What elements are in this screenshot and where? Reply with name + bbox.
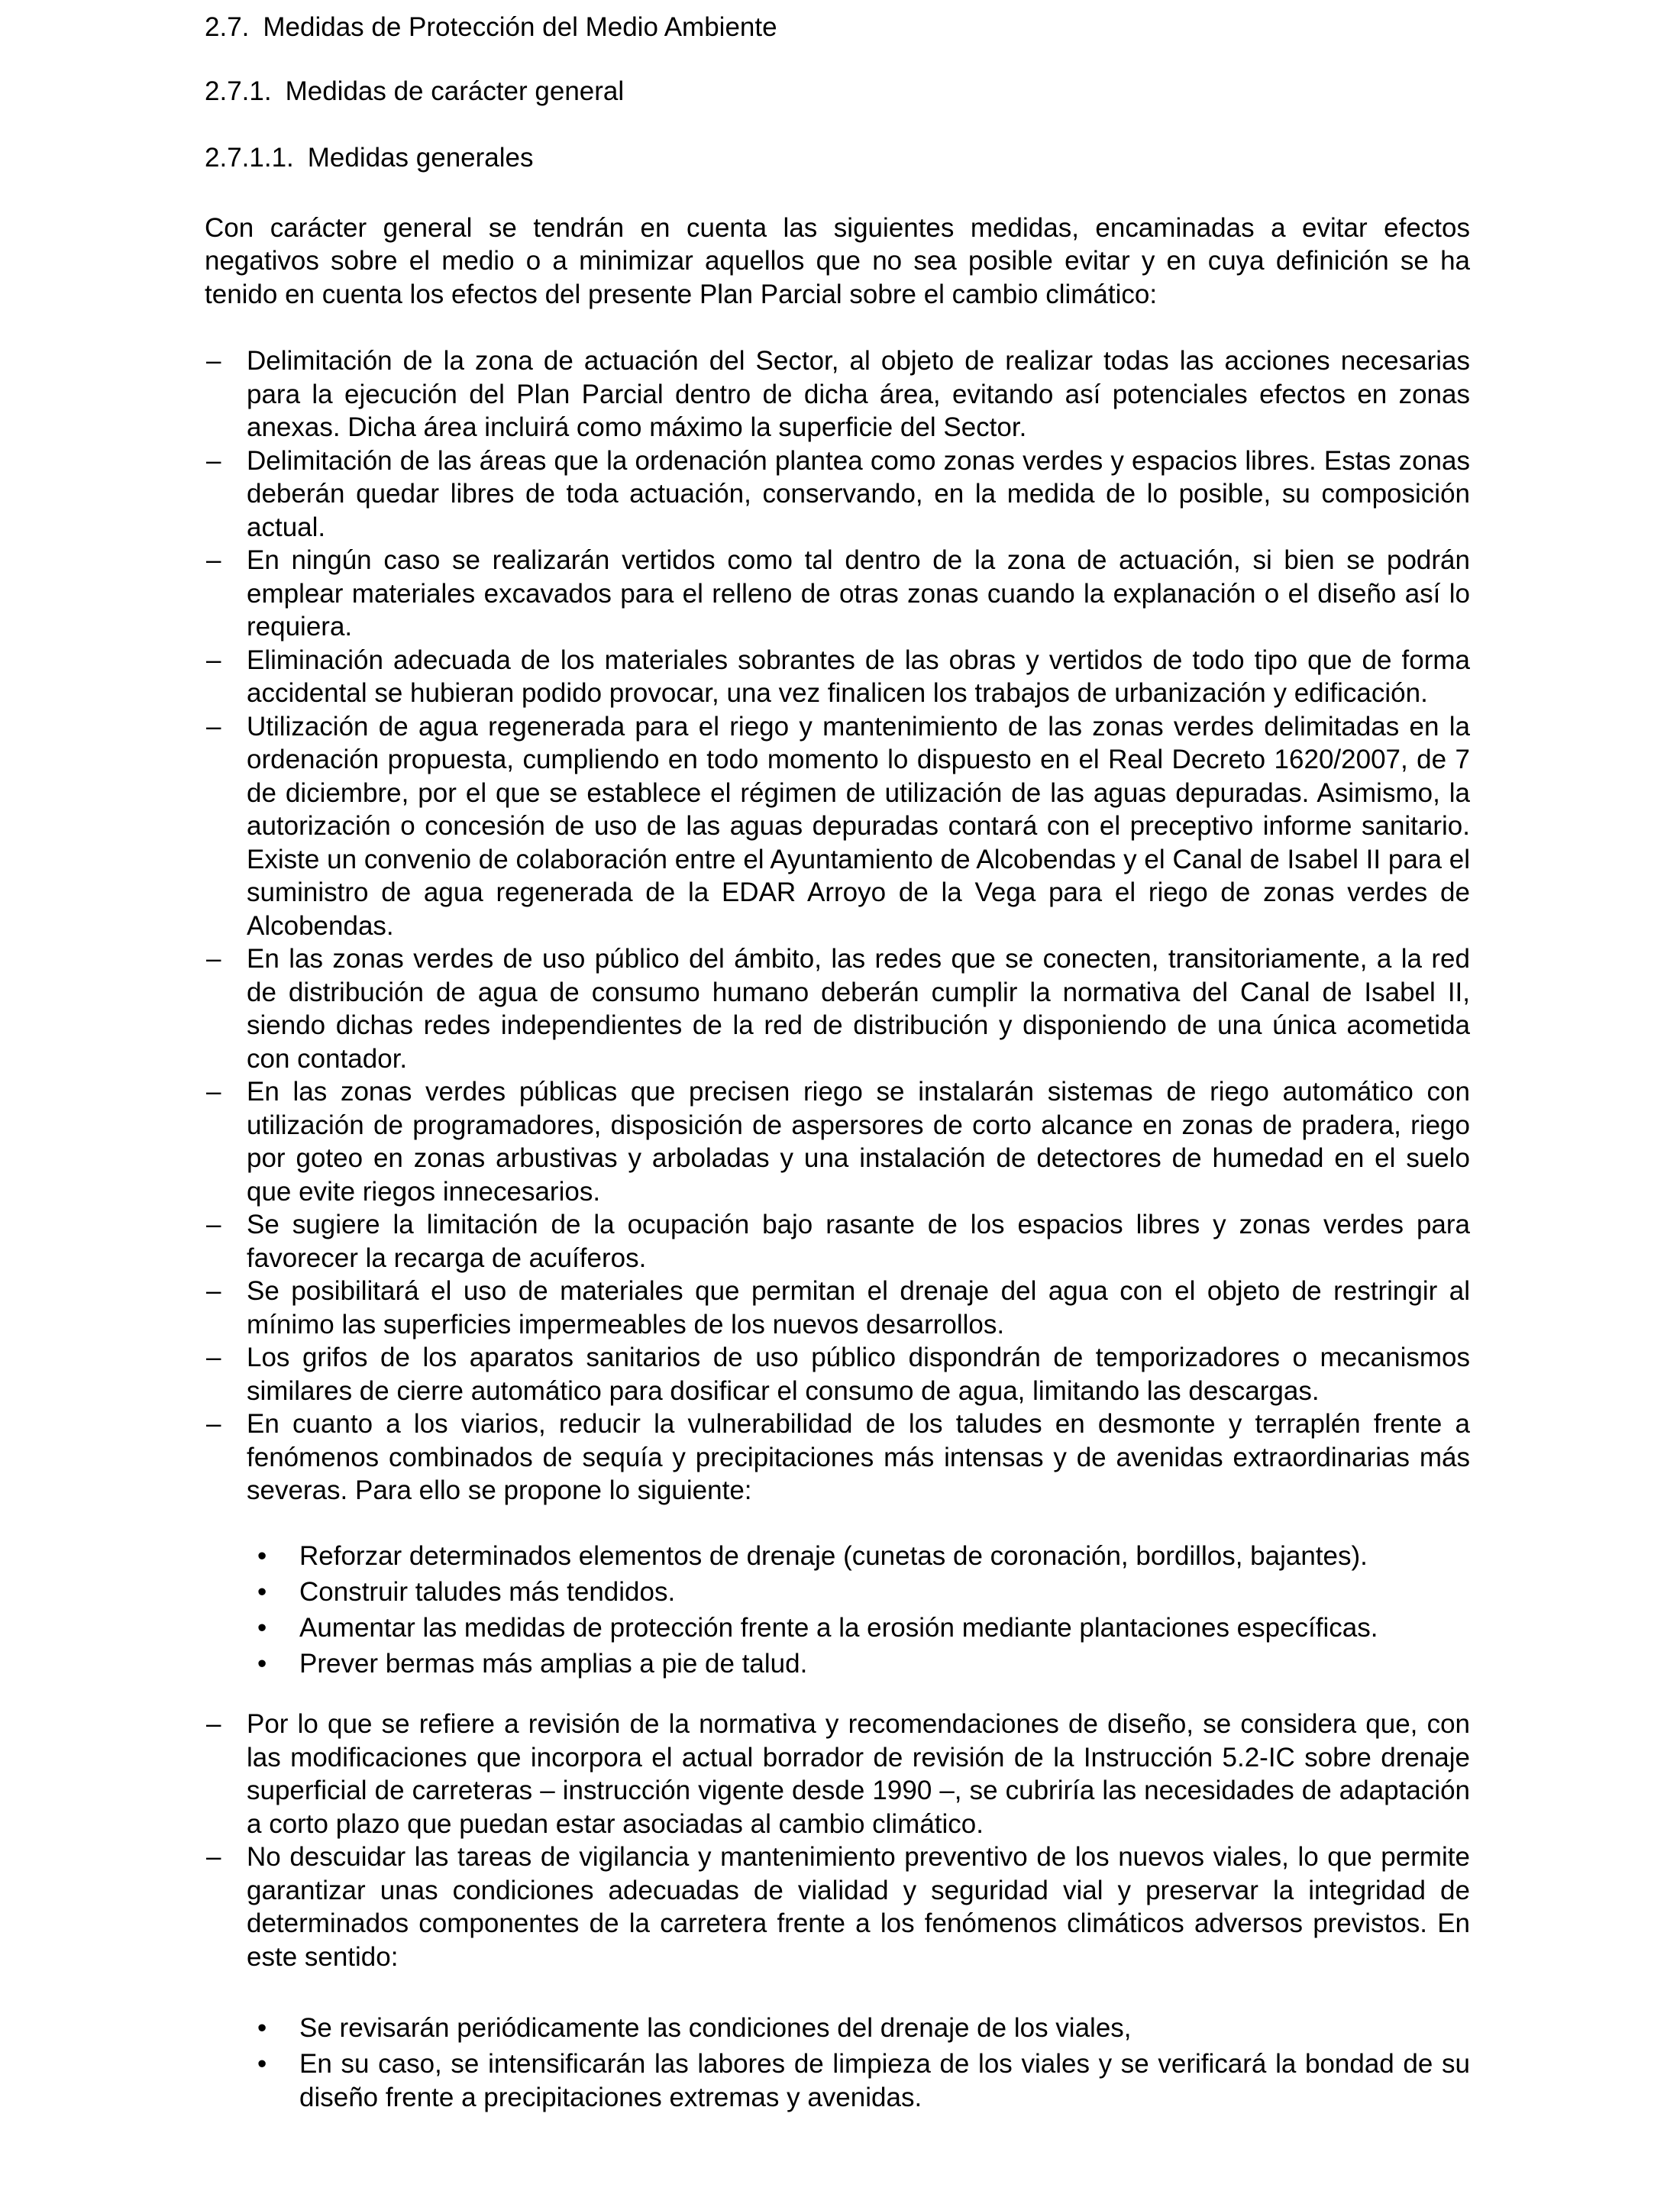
list-item-text: En las zonas verdes públicas que precisen riego se instalarán sistemas de riego automático con utilización de programadores, disposición de aspersores de corto alcance en zonas de pradera, riego por goteo en zonas arbustivas y arboladas y una instalación de detectores de humedad en el suelo que evite riegos innecesarios. (247, 1077, 1470, 1207)
list-item (205, 942, 1470, 1075)
document-page (0, 11, 1680, 2204)
list-item (205, 1540, 1470, 1573)
list-item (205, 1407, 1470, 1508)
list-item-text: Se posibilitará el uso de materiales que permitan el drenaje del agua con el objeto de restringir al mínimo las superficies impermeables de los nuevos desarrollos. (247, 1276, 1470, 1340)
heading-2-7-1 (205, 75, 1470, 108)
list-item (205, 344, 1470, 444)
list-item (205, 1275, 1470, 1341)
list-item-text: Eliminación adecuada de los materiales sobrantes de las obras y vertidos de todo tipo que de forma accidental se hubieran podido provocar, una vez finalicen los trabajos de urbanización y edificación. (247, 645, 1470, 708)
talud-actions-list (205, 1540, 1470, 1681)
list-item-text: Delimitación de la zona de actuación del Sector, al objeto de realizar todas las acciones necesarias para la ejecución del Plan Parcial dentro de dicha área, evitando así potenciales efectos en zonas anexas. Dicha área incluirá como máximo la superficie del Sector. (247, 346, 1470, 442)
list-item-text: En su caso, se intensificarán las labores de limpieza de los viales y se verificará la bondad de su diseño frente a precipitaciones extremas y avenidas. (299, 2049, 1470, 2112)
heading-number: 2.7.1. (205, 76, 272, 106)
list-item (205, 1208, 1470, 1275)
vigilancia-actions-list (205, 2012, 1470, 2114)
bullet-marker: • (257, 2013, 267, 2043)
dash-marker: – (206, 545, 221, 575)
heading-number: 2.7. (205, 12, 250, 42)
intro-paragraph: Con carácter general se tendrán en cuenta las siguientes medidas, encaminadas a evitar efectos negativos sobre el medio o a minimizar aquellos que no sea posible evitar y en cuya definición se ha tenido en cuenta los efectos del presente Plan Parcial sobre el cambio climático: (205, 212, 1470, 309)
list-item (205, 2012, 1470, 2045)
list-item (205, 1840, 1470, 1973)
heading-label: Medidas de Protección del Medio Ambiente (263, 12, 777, 42)
list-item (205, 444, 1470, 545)
list-item-text: Delimitación de las áreas que la ordenación plantea como zonas verdes y espacios libres. Estas zonas deberán quedar libres de toda actuación, conservando, en la medida de lo posible, su composición actual. (247, 445, 1470, 542)
dash-marker: – (206, 711, 221, 742)
dash-marker: – (206, 1343, 221, 1372)
list-item-text: Se revisarán periódicamente las condiciones del drenaje de los viales, (299, 2013, 1132, 2043)
dash-marker: – (206, 346, 221, 376)
dash-marker: – (206, 445, 221, 476)
list-item-text: Reforzar determinados elementos de drenaje (cunetas de coronación, bordillos, bajantes). (299, 1540, 1368, 1571)
dash-marker: – (206, 1409, 221, 1439)
heading-2-7 (205, 11, 1470, 44)
dash-marker: – (206, 1210, 221, 1239)
bullet-marker: • (257, 1576, 267, 1607)
heading-2-7-1-1 (205, 141, 1470, 175)
list-item (205, 2047, 1470, 2114)
list-item (205, 1647, 1470, 1681)
dash-marker: – (206, 645, 221, 675)
list-item (205, 1075, 1470, 1208)
list-item (205, 1611, 1470, 1645)
list-item-text: Utilización de agua regenerada para el riego y mantenimiento de las zonas verdes delimitadas en la ordenación propuesta, cumpliendo en todo momento lo dispuesto en el Real Decreto 1620/2007, de 7 de diciembre, por el que se establece el régimen de utilización de las aguas depuradas. Asimismo, la autorización o concesión de uso de las aguas depuradas contará con el preceptivo informe sanitario. Existe un convenio de colaboración entre el Ayuntamiento de Alcobendas y el Canal de Isabel II para el suministro de agua regenerada de la EDAR Arroyo de la Vega para el riego de zonas verdes de Alcobendas. (247, 711, 1470, 941)
normativa-measures-list (205, 1708, 1470, 1973)
list-item-text: Los grifos de los aparatos sanitarios de uso público dispondrán de temporizadores o mecanismos similares de cierre automático para dosificar el consumo de agua, limitando las descargas. (247, 1343, 1470, 1406)
list-item (205, 710, 1470, 943)
heading-number: 2.7.1.1. (205, 143, 294, 173)
list-item-text: Prever bermas más amplias a pie de talud. (299, 1648, 808, 1679)
dash-marker: – (206, 1276, 221, 1306)
dash-marker: – (206, 1077, 221, 1107)
list-item (205, 1575, 1470, 1609)
list-item (205, 1341, 1470, 1407)
list-item (205, 644, 1470, 710)
list-item-text: Se sugiere la limitación de la ocupación bajo rasante de los espacios libres y zonas verdes para favorecer la recarga de acuíferos. (247, 1210, 1470, 1273)
list-item-text: No descuidar las tareas de vigilancia y mantenimiento preventivo de los nuevos viales, lo que permite garantizar unas condiciones adecuadas de vialidad y seguridad vial y preservar la integridad de determinados componentes de la carretera frente a los fenómenos climáticos adversos previstos. En este sentido: (247, 1842, 1470, 1972)
list-item (205, 1708, 1470, 1840)
bullet-marker: • (257, 1612, 267, 1643)
heading-label: Medidas de carácter general (285, 76, 625, 106)
dash-marker: – (206, 1709, 221, 1739)
bullet-marker: • (257, 1648, 267, 1679)
bullet-marker: • (257, 1540, 267, 1571)
list-item-text: Aumentar las medidas de protección frente a la erosión mediante plantaciones específicas. (299, 1612, 1378, 1643)
list-item (205, 544, 1470, 644)
heading-label: Medidas generales (307, 143, 534, 173)
general-measures-list (205, 344, 1470, 1508)
list-item-text: Construir taludes más tendidos. (299, 1576, 676, 1607)
list-item-text: En las zonas verdes de uso público del ámbito, las redes que se conecten, transitoriamente, a la red de distribución de agua de consumo humano deberán cumplir la normativa del Canal de Isabel II, siendo dichas redes independientes de la red de distribución y disponiendo de una única acometida con contador. (247, 944, 1470, 1074)
dash-marker: – (206, 944, 221, 974)
list-item-text: En ningún caso se realizarán vertidos como tal dentro de la zona de actuación, si bien se podrán emplear materiales excavados para el relleno de otras zonas cuando la explanación o el diseño así lo requiera. (247, 545, 1470, 641)
dash-marker: – (206, 1842, 221, 1872)
list-item-text: En cuanto a los viarios, reducir la vulnerabilidad de los taludes en desmonte y terraplén frente a fenómenos combinados de sequía y precipitaciones más intensas y de avenidas extraordinarias más severas. Para ello se propone lo siguiente: (247, 1409, 1470, 1505)
list-item-text: Por lo que se refiere a revisión de la normativa y recomendaciones de diseño, se considera que, con las modificaciones que incorpora el actual borrador de revisión de la Instrucción 5.2-IC sobre drenaje superficial de carreteras – instrucción vigente desde 1990 –, se cubriría las necesidades de adaptación a corto plazo que puedan estar asociadas al cambio climático. (247, 1709, 1470, 1839)
bullet-marker: • (257, 2049, 267, 2079)
